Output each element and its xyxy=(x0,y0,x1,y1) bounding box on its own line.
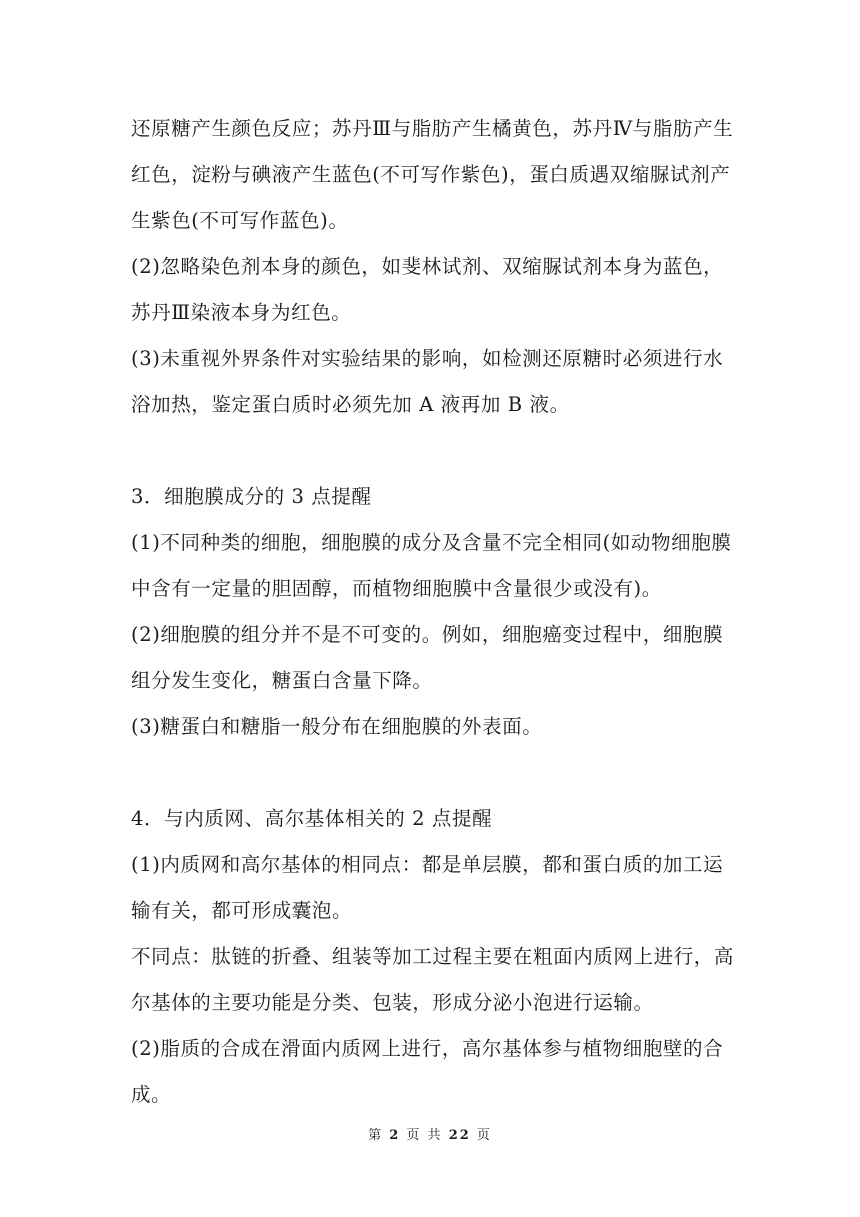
footer-prefix: 第 xyxy=(368,1128,384,1143)
paragraph-line: 浴加热，鉴定蛋白质时必须先加 A 液再加 B 液。 xyxy=(131,393,570,416)
paragraph-line: (1)内质网和高尔基体的相同点：都是单层膜，都和蛋白质的加工运 xyxy=(131,853,724,876)
paragraph-line: (2)忽略染色剂本身的颜色，如斐林试剂、双缩脲试剂本身为蓝色， xyxy=(131,255,724,278)
page-footer xyxy=(0,1126,860,1146)
paragraph-line: 不同点：肽链的折叠、组装等加工过程主要在粗面内质网上进行，高 xyxy=(131,945,735,968)
footer-middle: 页 共 xyxy=(406,1128,443,1143)
section-spacer xyxy=(131,750,731,796)
paragraph-line: 还原糖产生颜色反应；苏丹Ⅲ与脂肪产生橘黄色，苏丹Ⅳ与脂肪产生 xyxy=(131,117,734,140)
section-4 xyxy=(131,796,735,1118)
paragraph-line: 红色，淀粉与碘液产生蓝色(不可写作紫色)，蛋白质遇双缩脲试剂产 xyxy=(131,163,731,186)
paragraph-line: (2)细胞膜的组分并不是不可变的。例如，细胞癌变过程中，细胞膜 xyxy=(131,623,724,646)
paragraph-line: 输有关，都可形成囊泡。 xyxy=(131,899,353,922)
paragraph-line: 中含有一定量的胆固醇，而植物细胞膜中含量很少或没有)。 xyxy=(131,577,662,600)
paragraph-line: 组分发生变化，糖蛋白含量下降。 xyxy=(131,669,433,692)
footer-page-number: 2 xyxy=(389,1128,401,1143)
paragraph-line: 尔基体的主要功能是分类、包装，形成分泌小泡进行运输。 xyxy=(131,991,654,1014)
section-spacer xyxy=(131,428,731,474)
paragraph-line: 成。 xyxy=(131,1083,172,1106)
section-fragment xyxy=(131,106,734,428)
section-heading: 4．与内质网、高尔基体相关的 2 点提醒 xyxy=(131,807,493,830)
paragraph-line: (3)未重视外界条件对实验结果的影响，如检测还原糖时必须进行水 xyxy=(131,347,724,370)
paragraph-line: (3)糖蛋白和糖脂一般分布在细胞膜的外表面。 xyxy=(131,715,543,738)
section-heading: 3．细胞膜成分的 3 点提醒 xyxy=(131,485,372,508)
paragraph-line: 生紫色(不可写作蓝色)。 xyxy=(131,209,349,232)
paragraph-line: 苏丹Ⅲ染液本身为红色。 xyxy=(131,301,352,324)
footer-suffix: 页 xyxy=(476,1128,492,1143)
paragraph-line: (1)不同种类的细胞，细胞膜的成分及含量不完全相同(如动物细胞膜 xyxy=(131,531,732,554)
paragraph-line: (2)脂质的合成在滑面内质网上进行，高尔基体参与植物细胞壁的合 xyxy=(131,1037,724,1060)
section-3 xyxy=(131,474,731,750)
footer-total-pages: 22 xyxy=(448,1128,471,1143)
document-body xyxy=(131,106,735,1118)
